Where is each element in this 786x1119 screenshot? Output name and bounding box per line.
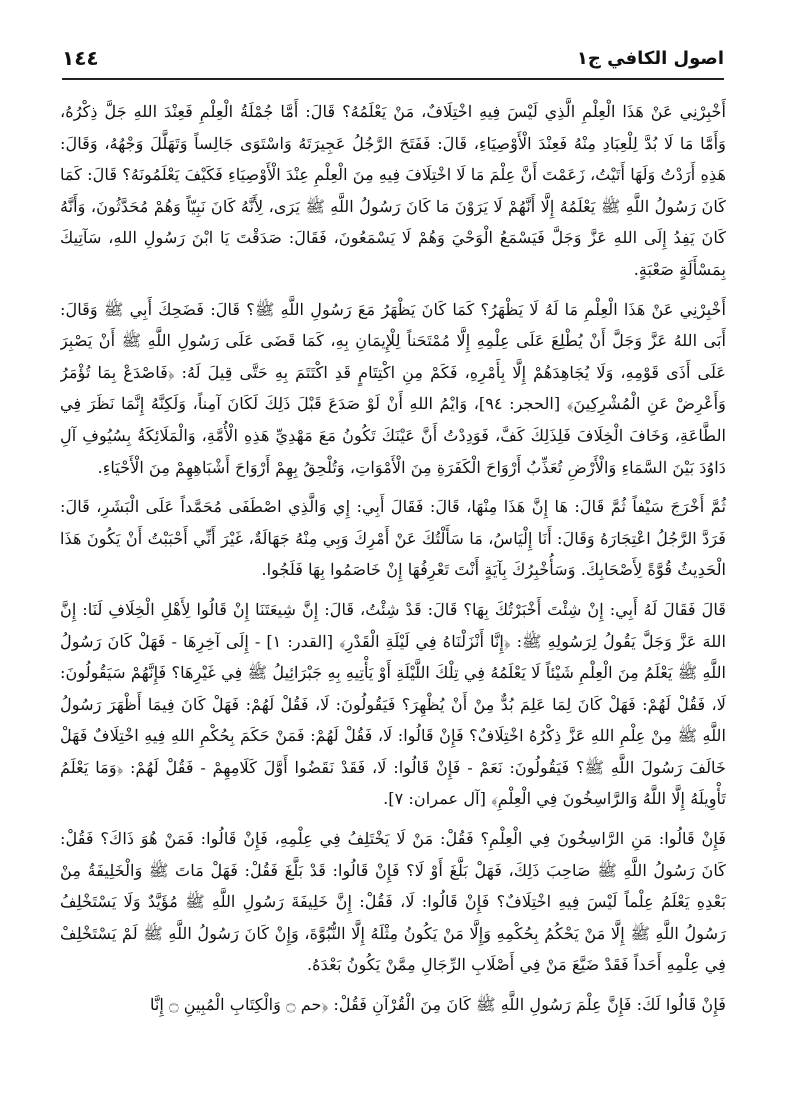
paragraph: أَخْبِرْنِي عَنْ هَذَا الْعِلْمِ مَا لَهُ لَا يَظْهَرُ؟ كَمَا كَانَ يَظْهَرُ مَعَ رَسُولِ اللَّهِ ﷺ؟ قَالَ: فَضَحِكَ أَبِي ﷺ وَقَالَ: أَبَى اللهُ عَزَّ وَجَلَّ أَنْ يُطْلِعَ عَلَى عِلْمِهِ إِلَّا مُمْتَحَناً لِلْإِيمَانِ بِهِ، كَمَا قَضَى عَلَى رَسُولِ اللَّهِ ﷺ أَنْ يَصْبِرَ عَلَى أَذَى قَوْمِهِ، وَلَا يُجَاهِدَهُمْ إِلَّا بِأَمْرِهِ، فَكَمْ مِنِ اكْتِتَامٍ قَدِ اكْتَتَمَ بِهِ حَتَّى قِيلَ لَهُ: ﴿فَاصْدَعْ بِمَا تُؤْمَرُ وَأَعْرِضْ عَنِ الْمُشْرِكِينَ﴾ [الحجر: ٩٤]، وَايْمُ اللهِ أَنْ لَوْ صَدَعَ قَبْلَ ذَلِكَ لَكَانَ آمِناً، وَلَكِنَّهُ إِنَّمَا نَظَرَ فِي الطَّاعَةِ، وَخَافَ الْخِلَافَ فَلِذَلِكَ كَفَّ، فَوَدِدْتُ أَنَّ عَيْنَكَ تَكُونُ مَعَ مَهْدِيِّ هَذِهِ الْأُمَّةِ، وَالْمَلَائِكَةُ بِسُيُوفِ آلِ دَاوُدَ بَيْنَ السَّمَاءِ وَالْأَرْضِ تُعَذِّبُ أَرْوَاحَ الْكَفَرَةِ مِنَ الْأَمْوَاتِ، وَتُلْحِقُ بِهِمْ أَرْوَاحَ أَشْبَاهِهِمْ مِنَ الْأَحْيَاءِ. [60, 299, 726, 477]
paragraph: أَخْبِرْنِي عَنْ هَذَا الْعِلْمِ الَّذِي لَيْسَ فِيهِ اخْتِلَافٌ، مَنْ يَعْلَمُهُ؟ قَالَ: أَمَّا جُمْلَةُ الْعِلْمِ فَعِنْدَ اللهِ جَلَّ ذِكْرُهُ، وَأَمَّا مَا لَا بُدَّ لِلْعِبَادِ مِنْهُ فَعِنْدَ الْأَوْصِيَاءِ، قَالَ: فَفَتَحَ الرَّجُلُ عَجِيرَتَهُ وَاسْتَوَى جَالِساً وَتَهَلَّلَ وَجْهُهُ، وَقَالَ: هَذِهِ أَرَدْتُ وَلَهَا أَتَيْتُ، زَعَمْتَ أَنَّ عِلْمَ مَا لَا اخْتِلَافَ فِيهِ مِنَ الْعِلْمِ عِنْدَ الْأَوْصِيَاءِ فَكَيْفَ يَعْلَمُونَهُ؟ قَالَ: كَمَا كَانَ رَسُولُ اللَّهِ ﷺ يَعْلَمُهُ إِلَّا أَنَّهُمْ لَا يَرَوْنَ مَا كَانَ رَسُولُ اللَّهِ ﷺ يَرَى، لِأَنَّهُ كَانَ نَبِيّاً وَهُمْ مُحَدَّثُونَ، وَأَنَّهُ كَانَ يَفِدُ إِلَى اللهِ عَزَّ وَجَلَّ فَيَسْمَعُ الْوَحْيَ وَهُمْ لَا يَسْمَعُونَ، فَقَالَ: صَدَقْتَ يَا ابْنَ رَسُولِ اللهِ، سَآتِيكَ بِمَسْأَلَةٍ صَعْبَةٍ. [60, 102, 726, 279]
page-body [60, 96, 726, 1099]
paragraph: قَالَ فَقَالَ لَهُ أَبِي: إِنْ شِئْتَ أَخْبَرْتُكَ بِهَا؟ قَالَ: قَدْ شِئْتُ، قَالَ: إِنَّ شِيعَتَنَا إِنْ قَالُوا لِأَهْلِ الْخِلَافِ لَنَا: إِنَّ اللهَ عَزَّ وَجَلَّ يَقُولُ لِرَسُولِهِ ﷺ: ﴿إِنَّا أَنْزَلْنَاهُ فِي لَيْلَةِ الْقَدْرِ﴾ [القدر: ١] - إِلَى آخِرِهَا - فَهَلْ كَانَ رَسُولُ اللَّهِ ﷺ يَعْلَمُ مِنَ الْعِلْمِ شَيْئاً لَا يَعْلَمُهُ فِي تِلْكَ اللَّيْلَةِ أَوْ يَأْتِيهِ بِهِ جَبْرَائِيلُ ﷺ فِي غَيْرِهَا؟ فَإِنَّهُمْ سَيَقُولُونَ: لَا، فَقُلْ لَهُمْ: فَهَلْ كَانَ لِمَا عَلِمَ بُدٌّ مِنْ أَنْ يُظْهِرَ؟ فَيَقُولُونَ: لَا، فَقُلْ لَهُمْ: فَهَلْ كَانَ فِيمَا أَظْهَرَ رَسُولُ اللَّهِ ﷺ مِنْ عِلْمِ اللهِ عَزَّ ذِكْرُهُ اخْتِلَافٌ؟ فَإِنْ قَالُوا: لَا، فَقُلْ لَهُمْ: فَمَنْ حَكَمَ بِحُكْمِ اللهِ فِيهِ اخْتِلَافٌ فَهَلْ خَالَفَ رَسُولَ اللَّهِ ﷺ؟ فَيَقُولُونَ: نَعَمْ - فَإِنْ قَالُوا: لَا، فَقَدْ نَقَضُوا أَوَّلَ كَلَامِهِمْ - فَقُلْ لَهُمْ: ﴿وَمَا يَعْلَمُ تَأْوِيلَهُ إِلَّا اللَّهُ وَالرَّاسِخُونَ فِي الْعِلْمِ﴾ [آل عمران: ٧]. [60, 599, 726, 809]
header-rule [62, 78, 724, 80]
page-header [62, 44, 724, 74]
book-title: اصول الكافي ج١ [576, 48, 724, 69]
paragraph: فَإِنْ قَالُوا: مَنِ الرَّاسِخُونَ فِي الْعِلْمِ؟ فَقُلْ: مَنْ لَا يَخْتَلِفُ فِي عِلْمِهِ، فَإِنْ قَالُوا: فَمَنْ هُوَ ذَاكَ؟ فَقُلْ: كَانَ رَسُولُ اللَّهِ ﷺ صَاحِبَ ذَلِكَ، فَهَلْ بَلَّغَ أَوْ لَا؟ فَإِنْ قَالُوا: قَدْ بَلَّغَ فَقُلْ: فَهَلْ مَاتَ ﷺ وَالْخَلِيفَةُ مِنْ بَعْدِهِ يَعْلَمُ عِلْماً لَيْسَ فِيهِ اخْتِلَافٌ؟ فَإِنْ قَالُوا: لَا، فَقُلْ: إِنَّ خَلِيفَةَ رَسُولِ اللَّهِ ﷺ مُؤَيَّدٌ وَلَا يَسْتَخْلِفُ رَسُولُ اللَّهِ ﷺ إِلَّا مَنْ يَحْكُمُ بِحُكْمِهِ وَإِلَّا مَنْ يَكُونُ مِثْلَهُ إِلَّا النُّبُوَّةَ، وَإِنْ كَانَ رَسُولُ اللَّهِ ﷺ لَمْ يَسْتَخْلِفْ فِي عِلْمِهِ أَحَداً فَقَدْ ضَيَّعَ مَنْ فِي أَصْلَابِ الرِّجَالِ مِمَّنْ يَكُونُ بَعْدَهُ. [60, 829, 726, 975]
paragraph: فَإِنْ قَالُوا لَكَ: فَإِنَّ عِلْمَ رَسُولِ اللَّهِ ﷺ كَانَ مِنَ الْقُرْآنِ فَقُلْ: ﴿حم ۝ وَالْكِتَابِ الْمُبِينِ ۝ إِنَّا [149, 995, 726, 1015]
page-number: ١٤٤ [62, 46, 99, 70]
paragraph: ثُمَّ أَخْرَجَ سَيْفاً ثُمَّ قَالَ: هَا إِنَّ هَذَا مِنْهَا، قَالَ: فَقَالَ أَبِي: إِي وَالَّذِي اصْطَفَى مُحَمَّداً عَلَى الْبَشَرِ، قَالَ: فَرَدَّ الرَّجُلُ اعْتِجَارَهُ وَقَالَ: أَنَا إِلْيَاسُ، مَا سَأَلْتُكَ عَنْ أَمْرِكَ وَبِي مِنْهُ جَهَالَةٌ، غَيْرَ أَنِّي أَحْبَبْتُ أَنْ يَكُونَ هَذَا الْحَدِيثُ قُوَّةً لِأَصْحَابِكَ. وَسَأُخْبِرُكَ بِآيَةٍ أَنْتَ تَعْرِفُهَا إِنْ خَاصَمُوا بِهَا فَلَجُوا. [60, 497, 726, 580]
